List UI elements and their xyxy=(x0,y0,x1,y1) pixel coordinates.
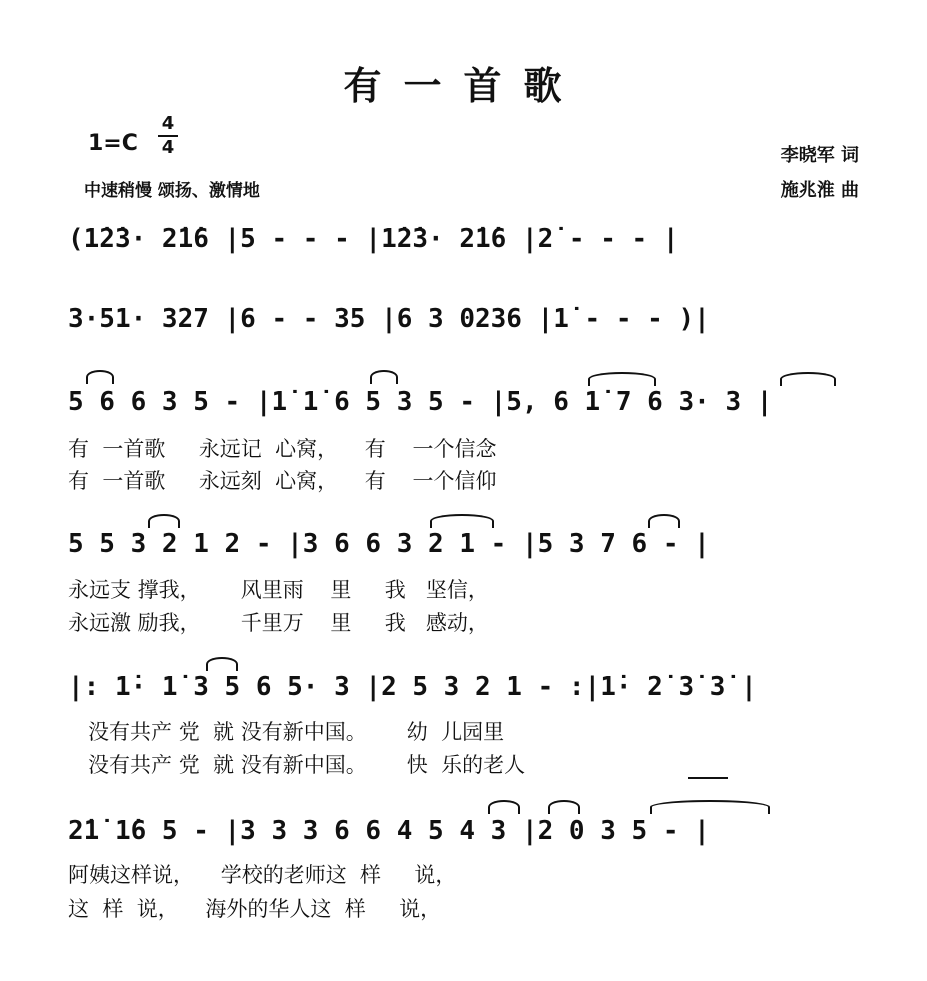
slur-mark xyxy=(648,514,680,528)
slur-mark xyxy=(430,514,494,528)
score-line-2: 3·51· 327 |6 - - 35 |6 3 0236 |1̇ - - - )| xyxy=(68,304,710,334)
score-line-3: 5 6 6 3 5 - |1̇ 1̇ 6 5 3 5 - |5, 6 1̇ 7 6 3· 3 | xyxy=(68,387,773,417)
tempo-marking: 中速稍慢 颂扬、激情地 xyxy=(84,181,260,201)
lyric-line-3-verse-2: 有 一首歌 永远刻 心窝， 有 一个信仰 xyxy=(68,469,497,493)
score-line-5: |: 1̇· 1̇ 3 5 6 5· 3 |2 5 3 2 1 - :|1̇· 2̇ 3̇ 3̇ | xyxy=(68,672,757,702)
time-signature-top: 4 xyxy=(161,113,175,134)
lyric-line-3-verse-1: 有 一首歌 永远记 心窝， 有 一个信念 xyxy=(68,437,497,461)
emphasis-underline xyxy=(688,777,728,779)
key-signature: 1=C xyxy=(88,131,138,156)
lyric-line-4-verse-1: 永远支 撑我， 风里雨 里 我 坚信， xyxy=(68,578,489,602)
slur-mark xyxy=(650,800,770,814)
lyric-line-5-verse-2: 没有共产 党 就 没有新中国。 快 乐的老人 xyxy=(68,753,526,777)
time-signature-bottom: 4 xyxy=(161,137,175,158)
lyricist-credit: 李晓军 词 xyxy=(780,145,859,166)
slur-mark xyxy=(370,370,398,384)
slur-mark xyxy=(588,372,656,386)
time-signature xyxy=(158,114,178,158)
lyric-line-4-verse-2: 永远激 励我， 千里万 里 我 感动， xyxy=(68,611,489,635)
score-line-4: 5 5 3 2 1 2 - |3 6 6 3 2 1 - |5 3 7 6 - | xyxy=(68,529,710,559)
lyric-line-5-verse-1: 没有共产 党 就 没有新中国。 幼 儿园里 xyxy=(68,720,505,744)
lyric-line-6-verse-2: 这 样 说， 海外的华人这 样 说， xyxy=(68,897,442,921)
slur-mark xyxy=(86,370,114,384)
song-title: 有一首歌 xyxy=(343,63,584,108)
slur-mark xyxy=(548,800,580,814)
score-line-6: 2̇1̇ 1̇6 5 - |3 3 3 6 6 4 5 4 3 |2 0 3 5 - | xyxy=(68,816,710,846)
lyric-line-6-verse-1: 阿姨这样说， 学校的老师这 样 说， xyxy=(68,863,457,887)
slur-mark xyxy=(488,800,520,814)
slur-mark xyxy=(780,372,836,386)
score-line-1: (1̇2̇3· 2̇1̇6 |5 - - - |1̇2̇3· 2̇1̇6 |2̇ - - - | xyxy=(68,224,679,254)
slur-mark xyxy=(206,657,238,671)
composer-credit: 施兆淮 曲 xyxy=(780,180,859,201)
slur-mark xyxy=(148,514,180,528)
